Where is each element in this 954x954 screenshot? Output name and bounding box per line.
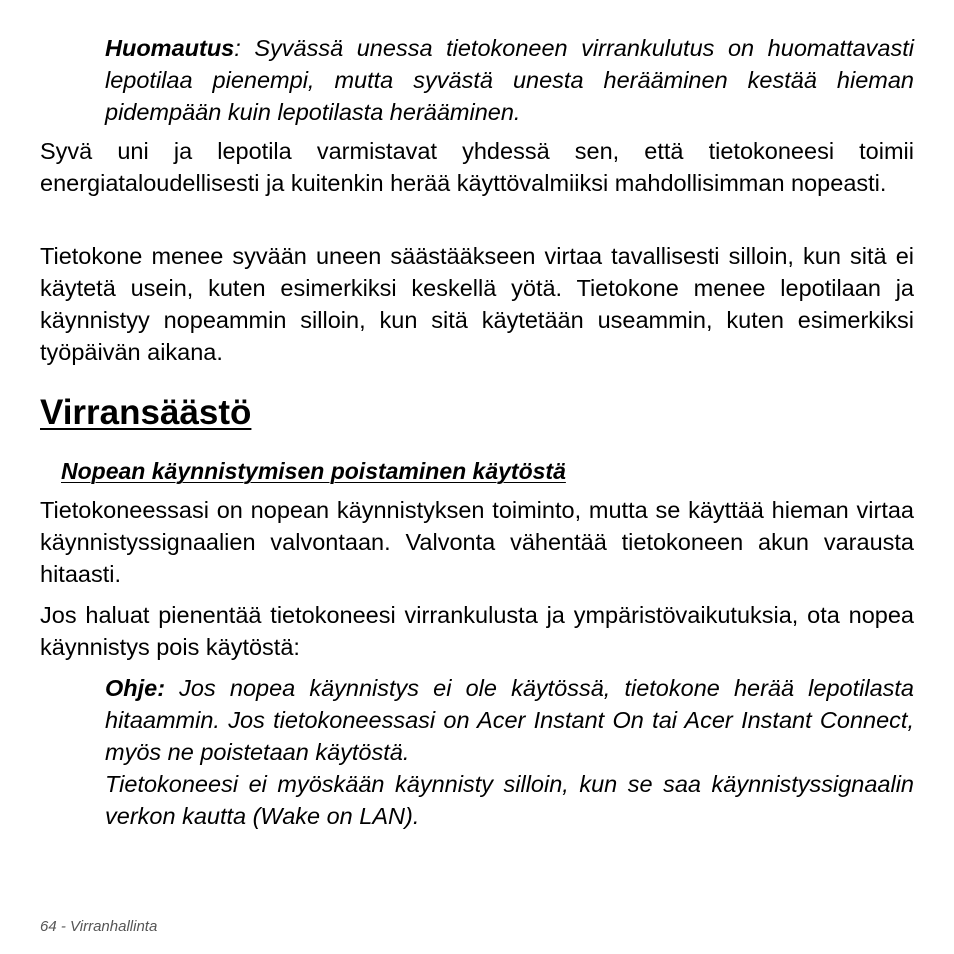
paragraph-deep-sleep-summary: Syvä uni ja lepotila varmistavat yhdessä sen, että tietokoneesi toimii energiataloudellisesti ja kuitenkin herää käyttövalmiiksi mahdollisimman nopeasti. [40,138,914,196]
section-heading: Virransäästö [40,393,252,432]
paragraph-fast-startup: Tietokoneessasi on nopean käynnistyksen toiminto, mutta se käyttää hieman virtaa käynnistyssignaalien valvontaan. Valvonta vähentää tietokoneen akun varausta hitaasti. [40,497,914,587]
note-text: : Syvässä unessa tietokoneen virrankulutus on huomattavasti lepotilaa pienempi, mutta syvästä unesta herääminen kestää hieman pidempään kuin lepotilasta herääminen. [105,35,914,125]
note-label: Ohje: [105,675,166,701]
paragraph-disable-intro: Jos haluat pienentää tietokoneesi virrankulusta ja ympäristövaikutuksia, ota nopea käynnistys pois käytöstä: [40,602,914,660]
note-wake-on-lan: Tietokoneesi ei myöskään käynnisty silloin, kun se saa käynnistyssignaalin verkon kautta (Wake on LAN). [105,771,914,829]
note-ohje [105,672,914,768]
section-subheading: Nopean käynnistymisen poistaminen käytöstä [61,458,566,484]
paragraph-sleep-usage: Tietokone menee syvään uneen säästääkseen virtaa tavallisesti silloin, kun sitä ei käytetä usein, kuten esimerkiksi keskellä yötä. Tietokone menee lepotilaan ja käynnistyy nopeammin silloin, kun sitä käytetään useammin, kuten esimerkiksi työpäivän aikana. [40,243,914,365]
page-footer: 64 - Virranhallinta [40,918,158,935]
note-label: Huomautus [105,35,235,61]
note-text: Jos nopea käynnistys ei ole käytössä, tietokone herää lepotilasta hitaammin. Jos tietokoneessasi on Acer Instant On tai Acer Instant Connect, myös ne poistetaan käytöstä. [105,675,914,765]
note-huomautus [105,32,914,128]
